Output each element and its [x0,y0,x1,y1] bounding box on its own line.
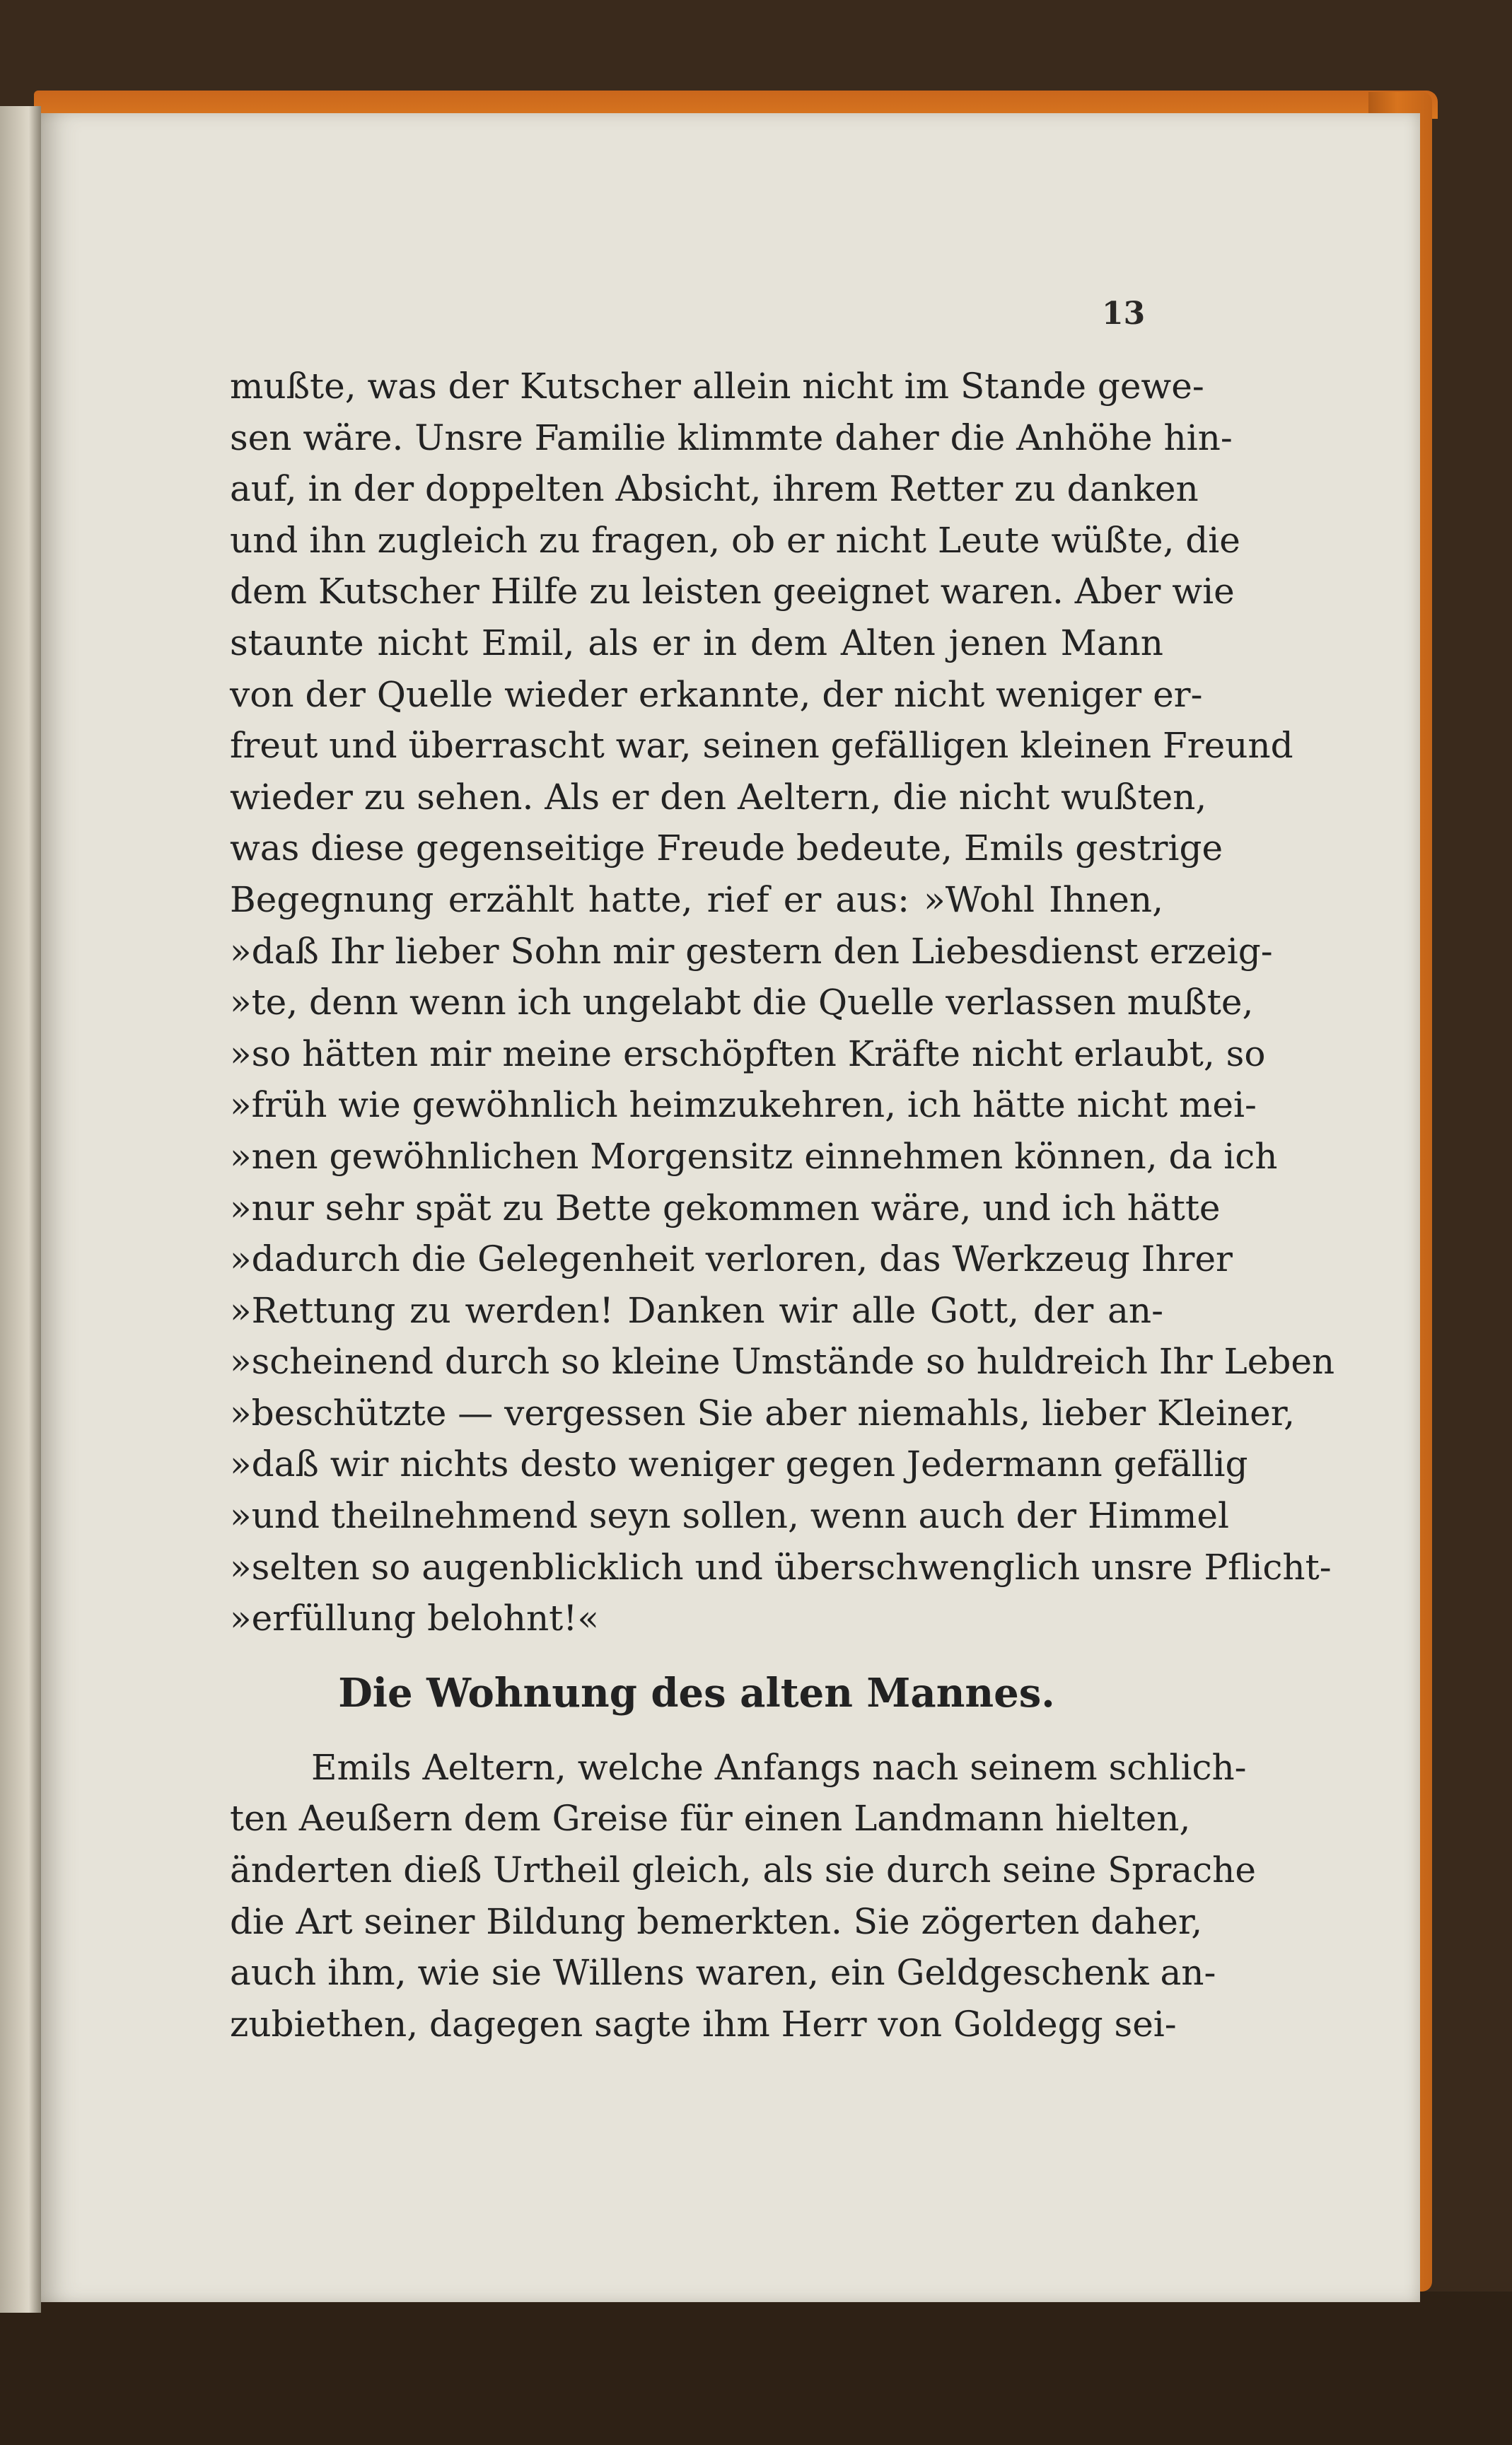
left-page-edge [0,106,41,2313]
text-line: »nur sehr spät zu Bette gekommen wäre, und ich hätte [230,1187,1221,1229]
text-line: was diese gegenseitige Freude bedeute, Emils gestrige [230,827,1223,869]
text-line: änderten dieß Urtheil gleich, als sie durch seine Sprache [230,1849,1256,1891]
text-line: freut und überrascht war, seinen gefälligen kleinen Freund [230,725,1293,767]
text-line: »erfüllung belohnt!« [230,1598,599,1639]
text-line: staunte nicht Emil, als er in dem Alten jenen Mann [230,622,1163,663]
text-line: auch ihm, wie sie Willens waren, ein Geldgeschenk an- [230,1952,1216,1994]
text-line: sen wäre. Unsre Familie klimmte daher die Anhöhe hin- [230,417,1233,458]
text-line: zubiethen, dagegen sagte ihm Herr von Goldegg sei- [230,2003,1177,2045]
text-line: »so hätten mir meine erschöpften Kräfte nicht erlaubt, so [230,1033,1266,1074]
text-line: die Art seiner Bildung bemerkten. Sie zögerten daher, [230,1900,1203,1942]
text-line: »nen gewöhnlichen Morgensitz einnehmen können, da ich [230,1135,1278,1177]
text-line: »Rettung zu werden! Danken wir alle Gott, der an- [230,1289,1163,1331]
text-line: »früh wie gewöhnlich heimzukehren, ich hätte nicht mei- [230,1084,1257,1126]
page-text [230,361,1335,2050]
text-line: dem Kutscher Hilfe zu leisten geeignet waren. Aber wie [230,571,1235,612]
text-line: Begegnung erzählt hatte, rief er aus: »Wohl Ihnen, [230,878,1163,920]
paragraph-1 [230,361,1335,1644]
text-line: »beschützte — vergessen Sie aber niemahls, lieber Kleiner, [230,1392,1296,1434]
text-line: mußte, was der Kutscher allein nicht im Stande gewe- [230,366,1204,407]
text-line: Emils Aeltern, welche Anfangs nach seinem schlich- [311,1746,1247,1788]
text-line: »te, denn wenn ich ungelabt die Quelle verlassen mußte, [230,982,1254,1023]
text-line: »daß Ihr lieber Sohn mir gestern den Liebesdienst erzeig- [230,930,1273,972]
text-line: auf, in der doppelten Absicht, ihrem Retter zu danken [230,468,1199,510]
page-number: 13 [1102,296,1146,332]
background-bottom [0,2292,1512,2445]
text-line: wieder zu sehen. Als er den Aeltern, die nicht wußten, [230,776,1207,818]
text-line: »und theilnehmend seyn sollen, wenn auch der Himmel [230,1495,1229,1537]
text-line: und ihn zugleich zu fragen, ob er nicht Leute wüßte, die [230,519,1240,561]
section-heading: Die Wohnung des alten Mannes. [338,1669,1055,1717]
text-line: »daß wir nichts desto weniger gegen Jedermann gefällig [230,1444,1248,1485]
text-line: »selten so augenblicklich und überschwenglich unsre Pflicht- [230,1546,1332,1588]
text-line: »scheinend durch so kleine Umstände so huldreich Ihr Leben [230,1341,1335,1383]
text-line: ten Aeußern dem Greise für einen Landmann hielten, [230,1798,1191,1840]
text-line: »dadurch die Gelegenheit verloren, das Werkzeug Ihrer [230,1238,1233,1280]
paragraph-2 [230,1742,1256,2050]
text-line: von der Quelle wieder erkannte, der nicht weniger er- [230,673,1203,715]
